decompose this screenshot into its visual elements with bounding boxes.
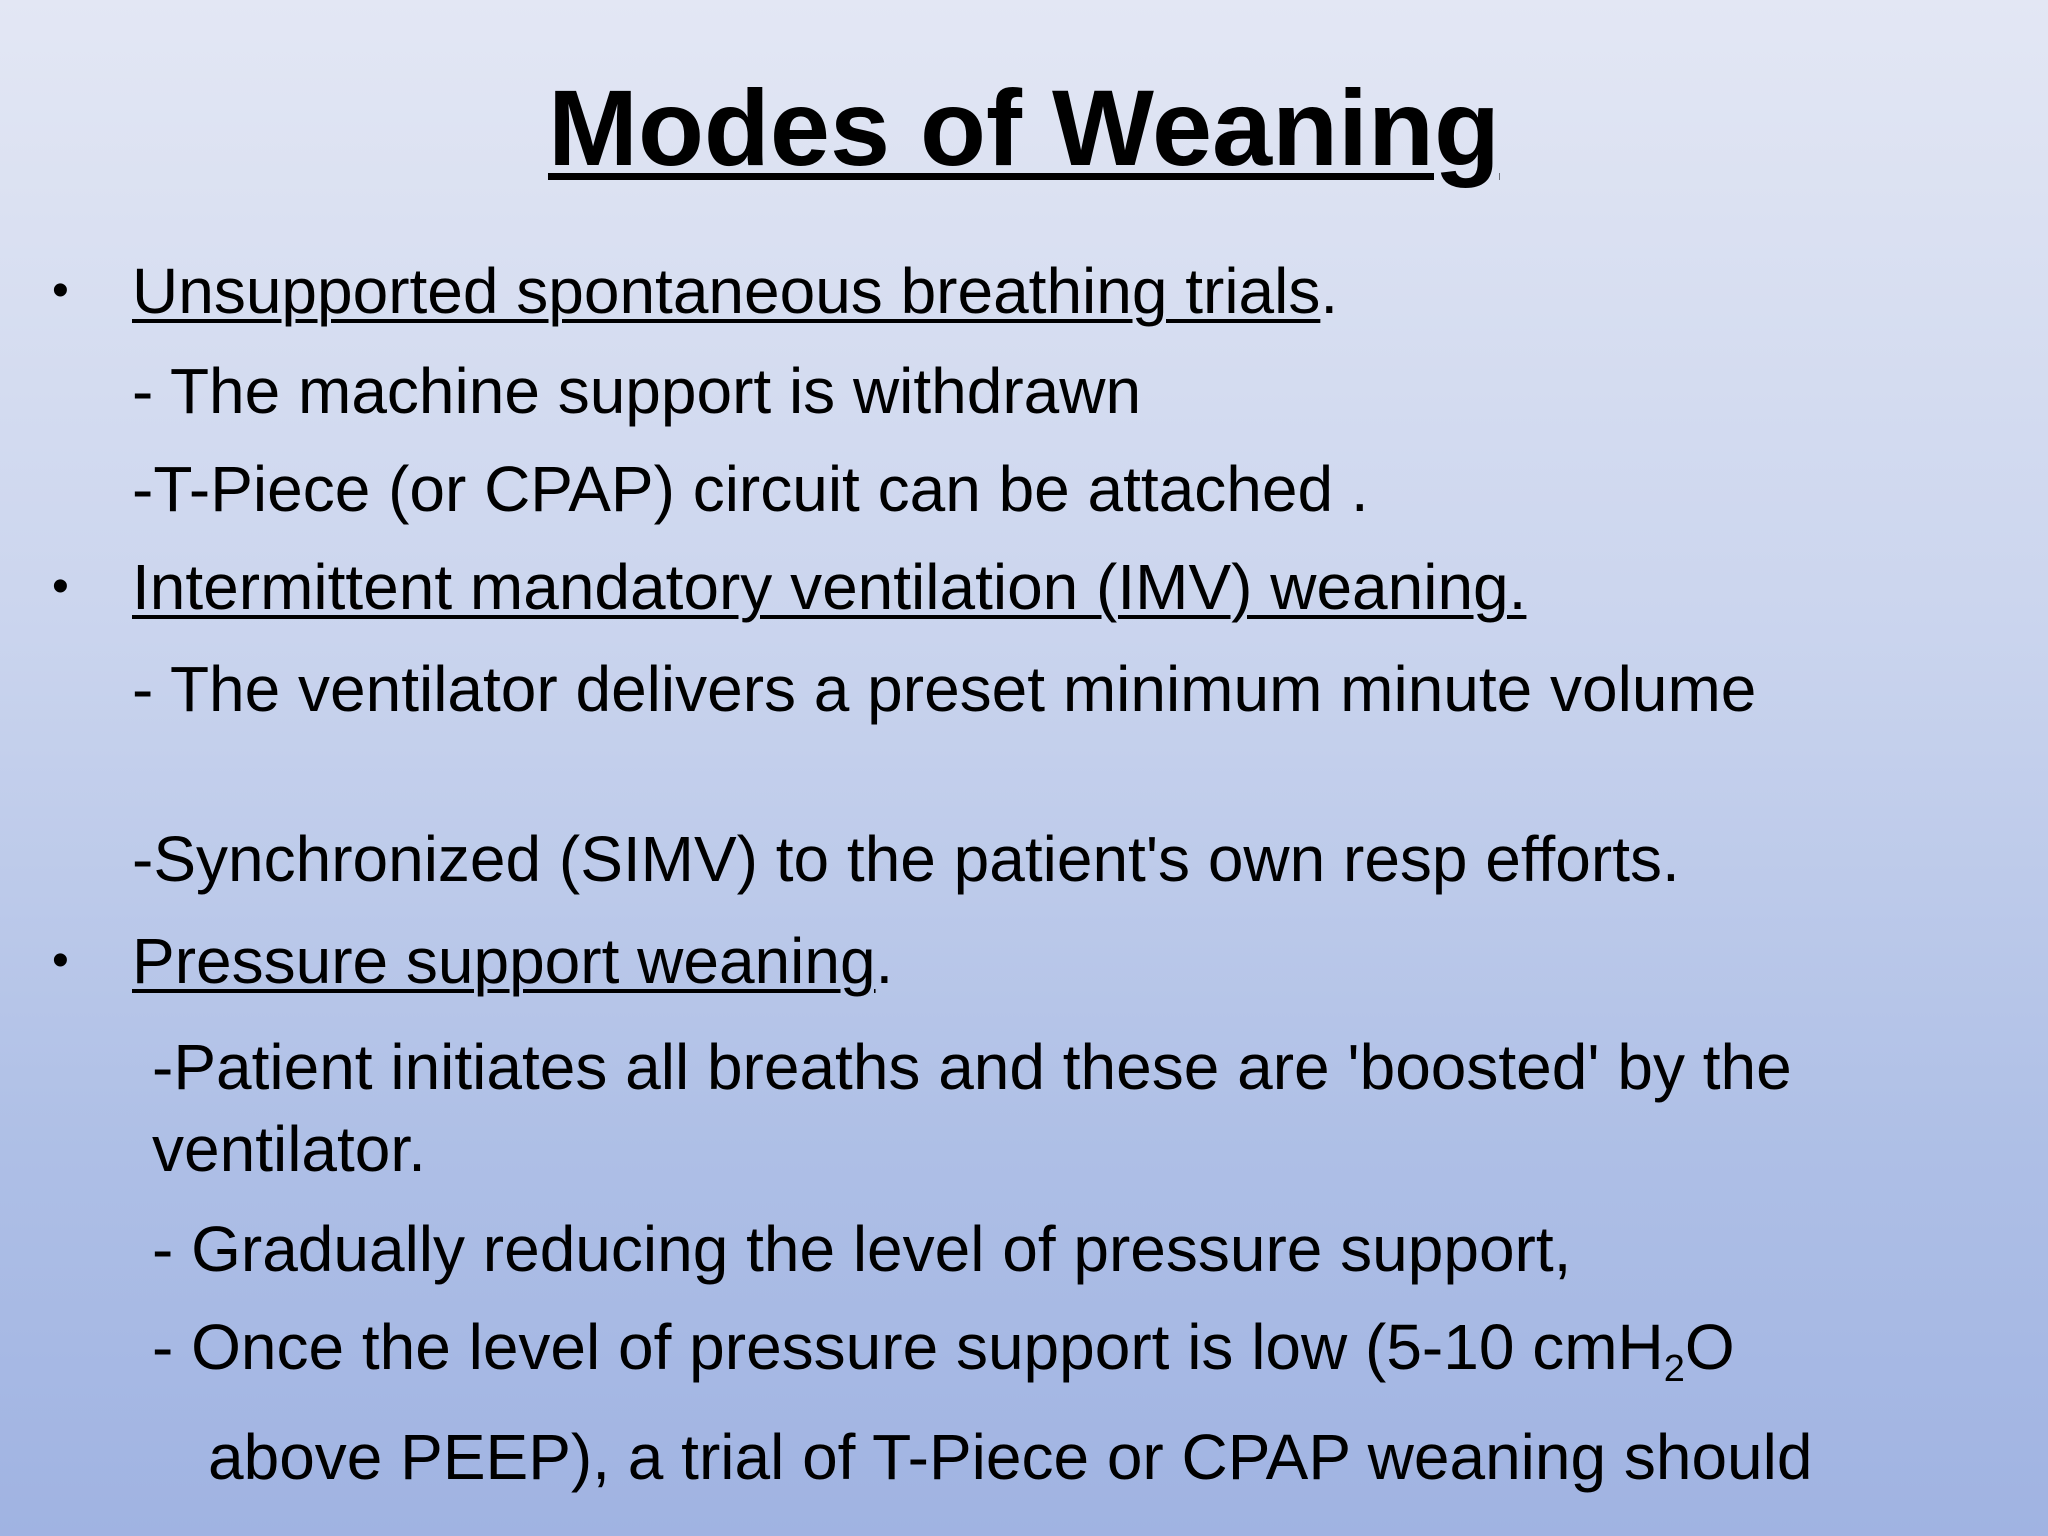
- line-suffix: O: [1684, 1311, 1735, 1383]
- bullet-heading-text: Intermittent mandatory ventilation (IMV) weaning.: [132, 551, 1527, 623]
- bullet-line: -T-Piece (or CPAP) circuit can be attached .: [132, 453, 1369, 525]
- subscript: 2: [1663, 1348, 1685, 1390]
- bullet-line: above PEEP), a trial of T-Piece or CPAP weaning should: [208, 1421, 1813, 1493]
- bullet-line-pressure-level: [152, 1309, 1735, 1390]
- bullet-line: - The ventilator delivers a preset minimum minute volume: [132, 653, 1757, 725]
- bullet-line: - Gradually reducing the level of pressure support,: [152, 1213, 1572, 1285]
- line-prefix: - Once the level of pressure support is low (5-10 cmH: [152, 1311, 1664, 1383]
- bullet-line: -Synchronized (SIMV) to the patient's own resp efforts.: [132, 823, 1680, 895]
- slide-title-text: Modes of Weaning: [547, 67, 1500, 188]
- bullet-heading-text: Pressure support weaning: [132, 925, 876, 997]
- bullet-line: - The machine support is withdrawn: [132, 355, 1142, 427]
- bullet-heading-imv-weaning: [132, 549, 1526, 625]
- bullet-heading-suffix: .: [1320, 255, 1339, 327]
- bullet-line: -Patient initiates all breaths and these are 'boosted' by the: [152, 1031, 1792, 1103]
- bullet-heading-pressure-support: [132, 923, 893, 999]
- bullet-heading-suffix: .: [875, 925, 894, 997]
- bullet-marker: •: [52, 264, 69, 317]
- bullet-line: ventilator.: [152, 1113, 426, 1185]
- bullet-marker: •: [52, 560, 69, 613]
- bullet-marker: •: [52, 934, 69, 987]
- bullet-heading-unsupported-trials: [132, 253, 1338, 329]
- slide-title: [0, 68, 2048, 188]
- bullet-heading-text: Unsupported spontaneous breathing trials: [132, 255, 1321, 327]
